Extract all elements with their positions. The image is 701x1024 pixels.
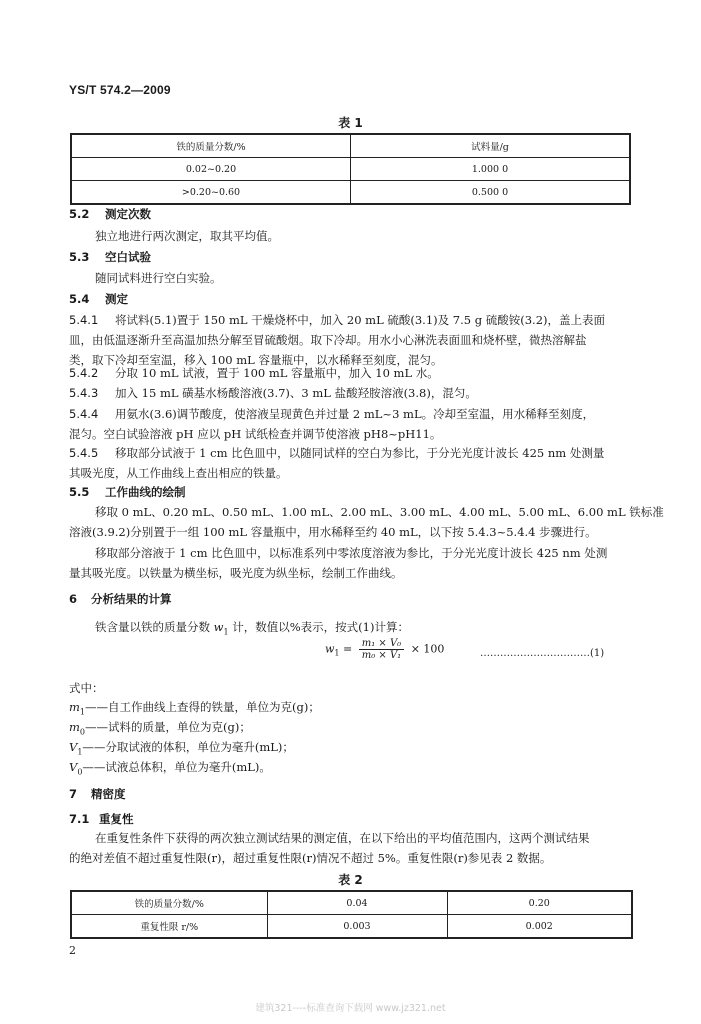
paragraph-line: 混匀。空白试验溶液 pH 应以 pH 试纸检查并调节使溶液 pH8~pH11。	[69, 427, 442, 441]
formula-numerator: m₁ × V₀	[359, 638, 404, 650]
section-7-1-paragraph	[69, 828, 635, 868]
formula-1: $w_1$ = $\frac{\text{m₁ × V₀}}{\text{m₀ × V₁}}$ × 100	[325, 638, 445, 661]
section-5-4-4	[69, 404, 635, 444]
section-number: 5.4.1	[69, 313, 99, 327]
section-5-2-text: 独立地进行两次测定，取其平均值。	[95, 229, 279, 243]
section-title: 测定	[105, 292, 128, 306]
formula-tail: × 100	[410, 642, 445, 656]
paragraph-line: 用氨水(3.6)调节酸度，使溶液呈现黄色并过量 2 mL~3 mL。冷却至室温，用水稀释至刻度，	[115, 407, 595, 421]
paragraph-line: 移取部分试液于 1 cm 比色皿中，以随同试样的空白为参比，于分光光度计波长 425 nm 处测量	[115, 446, 605, 460]
definition-text: ——自工作曲线上查得的铁量，单位为克(g)；	[85, 700, 320, 714]
table-row	[71, 891, 632, 915]
equation-number	[480, 648, 604, 659]
intro-text: 铁含量以铁的质量分数	[95, 620, 214, 634]
table-row	[71, 134, 630, 158]
page-number: 2	[69, 944, 76, 957]
formula-denominator: m₀ × V₁	[361, 650, 402, 661]
table-cell: >0.20~0.60	[71, 181, 351, 205]
section-title: 重复性	[99, 812, 134, 826]
table1-caption: 表 1	[338, 116, 363, 130]
symbol-subscript: 0	[77, 767, 83, 777]
table-cell: 重复性限 r/%	[71, 915, 267, 939]
paragraph-line: 移取 0 mL、0.20 mL、0.50 mL、1.00 mL、2.00 mL、3.00 mL、4.00 mL、5.00 mL、6.00 mL 铁标准	[95, 505, 664, 519]
section-number: 6	[69, 592, 78, 606]
paragraph-line: 将试料(5.1)置于 150 mL 干燥烧杯中，加入 20 mL 硫酸(3.1)及 7.5 g 硫酸铵(3.2)，盖上表面	[115, 313, 605, 327]
intro-text: 计，数值以%表示，按式(1)计算：	[228, 620, 409, 634]
table-cell: 1.000 0	[351, 158, 631, 181]
formula-fraction	[359, 638, 404, 661]
definition-m0	[69, 719, 251, 740]
symbol-subscript: 0	[79, 727, 85, 737]
section-5-4-5	[69, 443, 635, 483]
table-cell: 0.002	[447, 915, 632, 939]
symbol: V	[69, 740, 78, 754]
section-title: 精密度	[91, 787, 126, 801]
watermark: 建筑321----标准查询下载网 www.jz321.net	[255, 1003, 446, 1014]
formula-lhs: w	[325, 642, 335, 656]
table2-caption: 表 2	[338, 873, 363, 887]
definition-text: ——分取试液的体积，单位为毫升(mL)；	[82, 740, 294, 754]
definition-v1	[69, 739, 294, 760]
section-5-5-paragraph-1	[69, 502, 664, 542]
section-5-3-text: 随同试料进行空白实验。	[95, 271, 222, 285]
table-header: 试料量/g	[351, 134, 631, 158]
paragraph-line: 的绝对差值不超过重复性限(r)，超过重复性限(r)情况不超过 5%。重复性限(r)参见表 2 数据。	[69, 851, 552, 865]
table-row	[71, 158, 630, 181]
section-number: 5.4.3	[69, 386, 99, 400]
paragraph-line: 量其吸光度。以铁量为横坐标，吸光度为纵坐标，绘制工作曲线。	[69, 566, 403, 580]
table-cell: 0.04	[267, 891, 447, 915]
where-label: 式中：	[69, 681, 104, 695]
section-number: 5.4.5	[69, 446, 99, 460]
section-number: 5.3	[69, 250, 90, 264]
section-5-4-heading	[69, 291, 128, 307]
symbol-subscript: 1	[79, 707, 85, 717]
section-5-5-heading	[69, 484, 186, 500]
section-title: 工作曲线的绘制	[105, 485, 186, 499]
symbol: m	[69, 720, 80, 734]
intro-variable: w	[213, 620, 224, 634]
symbol: V	[69, 760, 78, 774]
paragraph-line: 分取 10 mL 试液，置于 100 mL 容量瓶中，加入 10 mL 水。	[115, 366, 439, 380]
definition-text: ——试液总体积，单位为毫升(mL)。	[82, 760, 271, 774]
definition-m1	[69, 699, 320, 720]
intro-subscript: 1	[223, 627, 229, 637]
table-cell: 铁的质量分数/%	[71, 891, 267, 915]
standard-code: YS/T 574.2—2009	[69, 83, 171, 97]
section-7-1-heading	[69, 811, 134, 827]
section-5-4-3	[69, 383, 635, 403]
table-row	[71, 915, 632, 939]
paragraph-line: 其吸光度，从工作曲线上查出相应的铁量。	[69, 466, 288, 480]
equation-label: (1)	[590, 648, 605, 659]
section-number: 7.1	[69, 812, 90, 826]
section-number: 5.2	[69, 207, 90, 221]
section-6-heading	[69, 591, 172, 607]
table-cell: 0.02~0.20	[71, 158, 351, 181]
section-number: 5.4.4	[69, 407, 99, 421]
section-5-3-heading	[69, 249, 151, 265]
section-5-2-heading	[69, 206, 151, 222]
formula-lhs-subscript: 1	[334, 648, 340, 658]
symbol-subscript: 1	[77, 747, 83, 757]
section-number: 5.4.2	[69, 366, 99, 380]
section-number: 5.4	[69, 292, 90, 306]
section-title: 空白试验	[105, 250, 151, 264]
paragraph-line: 溶液(3.9.2)分别置于一组 100 mL 容量瓶中，用水稀释至约 40 mL，以下按 5.4.3~5.4.4 步骤进行。	[69, 525, 597, 539]
section-title: 分析结果的计算	[91, 592, 172, 606]
paragraph-line: 移取部分溶液于 1 cm 比色皿中，以标准系列中零浓度溶液为参比，于分光光度计波长 425 nm 处测	[95, 546, 608, 560]
paragraph-line: 加入 15 mL 磺基水杨酸溶液(3.7)、3 mL 盐酸羟胺溶液(3.8)，混匀。	[115, 386, 477, 400]
section-number: 5.5	[69, 485, 90, 499]
table-header: 铁的质量分数/%	[71, 134, 351, 158]
table-cell: 0.500 0	[351, 181, 631, 205]
table2	[70, 890, 633, 939]
section-5-5-paragraph-2	[69, 543, 635, 583]
definition-text: ——试料的质量，单位为克(g)；	[85, 720, 251, 734]
paragraph-line: 皿，由低温逐渐升至高温加热分解至冒硫酸烟。取下冷却。用水小心淋洗表面皿和烧杯壁，微热溶解盐	[69, 333, 587, 347]
section-7-heading	[69, 786, 126, 802]
section-5-4-2	[69, 363, 635, 383]
table-cell: 0.20	[447, 891, 632, 915]
section-title: 测定次数	[105, 207, 151, 221]
leader-dots: ……………………………	[480, 648, 590, 659]
paragraph-line: 在重复性条件下获得的两次独立测试结果的测定值，在以下给出的平均值范围内，这两个测试结果	[95, 831, 590, 845]
table-cell: 0.003	[267, 915, 447, 939]
definition-v0	[69, 759, 271, 780]
symbol: m	[69, 700, 80, 714]
table-row	[71, 181, 630, 205]
paragraph-line: 类，取下冷却至室温，移入 100 mL 容量瓶中，以水稀释至刻度，混匀。	[69, 353, 443, 367]
section-5-4-1	[69, 310, 635, 370]
section-number: 7	[69, 787, 78, 801]
table1	[70, 133, 631, 205]
